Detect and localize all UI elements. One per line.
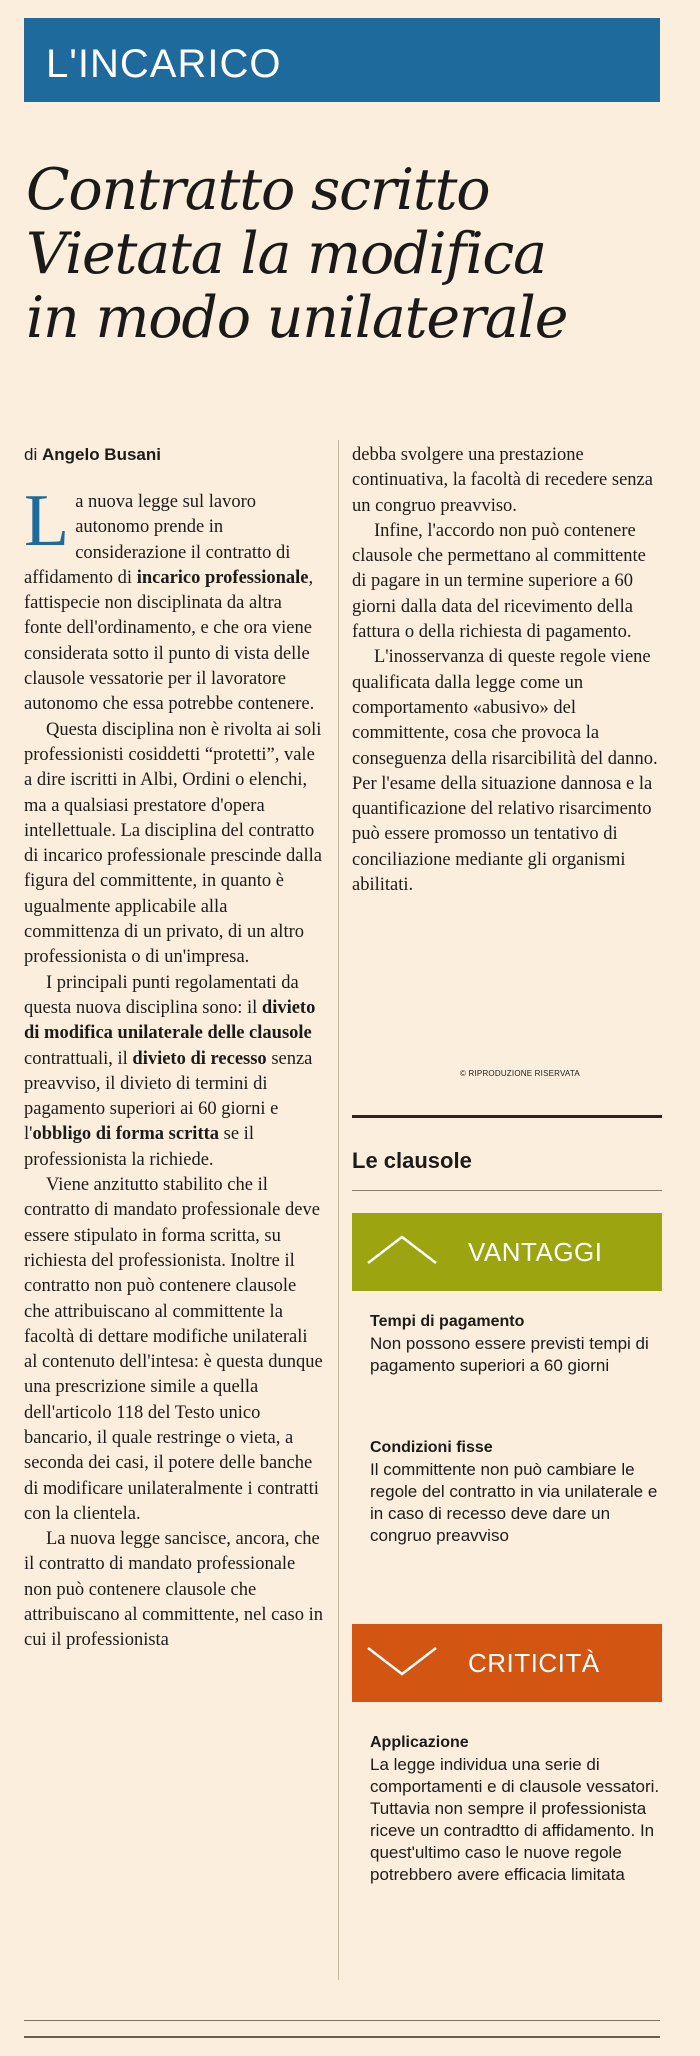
section-label: L'INCARICO [46, 42, 282, 86]
vantaggi-item-2 [370, 1437, 660, 1547]
vantaggi-item-2-text: Il committente non può cambiare le regole del contratto in via unilaterale e in caso di recesso deve dare un congruo preavviso [370, 1460, 658, 1545]
byline-author: Angelo Busani [41, 445, 161, 464]
chevron-up-icon [366, 1233, 438, 1267]
criticita-item-1 [370, 1732, 660, 1886]
headline-line-3: in modo unilaterale [26, 285, 568, 351]
headline-line-2: Vietata la modifica [26, 221, 546, 287]
headline-line-1: Contratto scritto [26, 157, 490, 223]
criticita-label: CRITICITÀ [468, 1648, 600, 1678]
vantaggi-item-1-title: Tempi di pagamento [370, 1313, 525, 1330]
box-top-rule [352, 1115, 662, 1118]
copyright-note: © RIPRODUZIONE RISERVATA [460, 1069, 580, 1078]
box-title-rule [352, 1190, 662, 1191]
bottom-rule [24, 2020, 660, 2021]
headline [26, 158, 666, 350]
vantaggi-banner [352, 1213, 662, 1291]
section-banner [24, 18, 660, 102]
vantaggi-label: VANTAGGI [468, 1237, 603, 1267]
criticita-item-1-text: La legge individua una serie di comportamenti e di clausole vessatori. Tuttavia non sempre il professionista riceve un contradtto di affidamento. In quest'ultimo caso le nuove regole potrebbero avere efficacia limitata [370, 1755, 660, 1884]
box-title: Le clausole [352, 1148, 472, 1173]
bottom-rule-thick [24, 2036, 660, 2038]
vantaggi-item-2-title: Condizioni fisse [370, 1439, 493, 1456]
byline [24, 445, 161, 465]
criticita-item-1-title: Applicazione [370, 1734, 469, 1751]
criticita-banner [352, 1624, 662, 1702]
vantaggi-item-1 [370, 1311, 660, 1377]
article-column-right: debba svolgere una prestazione continuativa, la facoltà di recedere senza un congruo preavviso. Infine, l'accordo non può contenere clausole che permettano al committente di pagare in un termine superiore a 60 giorni dalla data del ricevimento della fattura o della richiesta di pagamento. L'inosservanza di queste regole viene qualificata dalla legge come un comportamento «abusivo» del committente, cosa che provoca la conseguenza della risarcibilità del danno. Per l'esame della situazione dannosa e la quantificazione del relativo risarcimento può essere promosso un tentativo di conciliazione mediante gli organismi abilitati. [352, 445, 658, 896]
byline-prefix: di [24, 445, 38, 464]
column-divider [338, 440, 339, 1980]
chevron-down-icon [366, 1644, 438, 1678]
article-column-left: La nuova legge sul lavoro autonomo prende in considerazione il contratto di affidamento di incarico professionale, fattispecie non disciplinata da altra fonte dell'ordinamento, e che ora viene considerata sotto il punto di vista delle clausole vessatorie per il lavoratore autonomo che essa potrebbe contenere. Questa disciplina non è rivolta ai soli professionisti cosiddetti “protetti”, vale a dire iscritti in Albi, Ordini o elenchi, ma a qualsiasi prestatore d'opera intellettuale. La disciplina del contratto di incarico professionale prescinde dalla figura del committente, in quanto è ugualmente applicabile alla committenza di un privato, di un altro professionista o di un'impresa. I principali punti regolamentati da questa nuova disciplina sono: il divieto di modifica unilaterale delle clausole contrattuali, il divieto di recesso senza preavviso, il divieto di termini di pagamento superiori ai 60 giorni e l'obbligo di forma scritta se il professionista la richiede. Viene anzitutto stabilito che il contratto di mandato professionale deve essere stipulato in forma scritta, su richiesta del professionista. Inoltre il contratto non può contenere clausole che attribuiscano al committente la facoltà di dettare modifiche unilaterali al contenuto dell'intesa: è questa dunque una prescrizione simile a quella dell'articolo 118 del Testo unico bancario, il quale restringe o vieta, a seconda dei casi, il potere delle banche di modificare unilateralmente i contratti con la clientela. La nuova legge sancisce, ancora, che il contratto di mandato professionale non può contenere clausole che attribuiscano al committente, nel caso in cui il professionista [24, 480, 323, 1651]
vantaggi-item-1-text: Non possono essere previsti tempi di pagamento superiori a 60 giorni [370, 1334, 649, 1375]
